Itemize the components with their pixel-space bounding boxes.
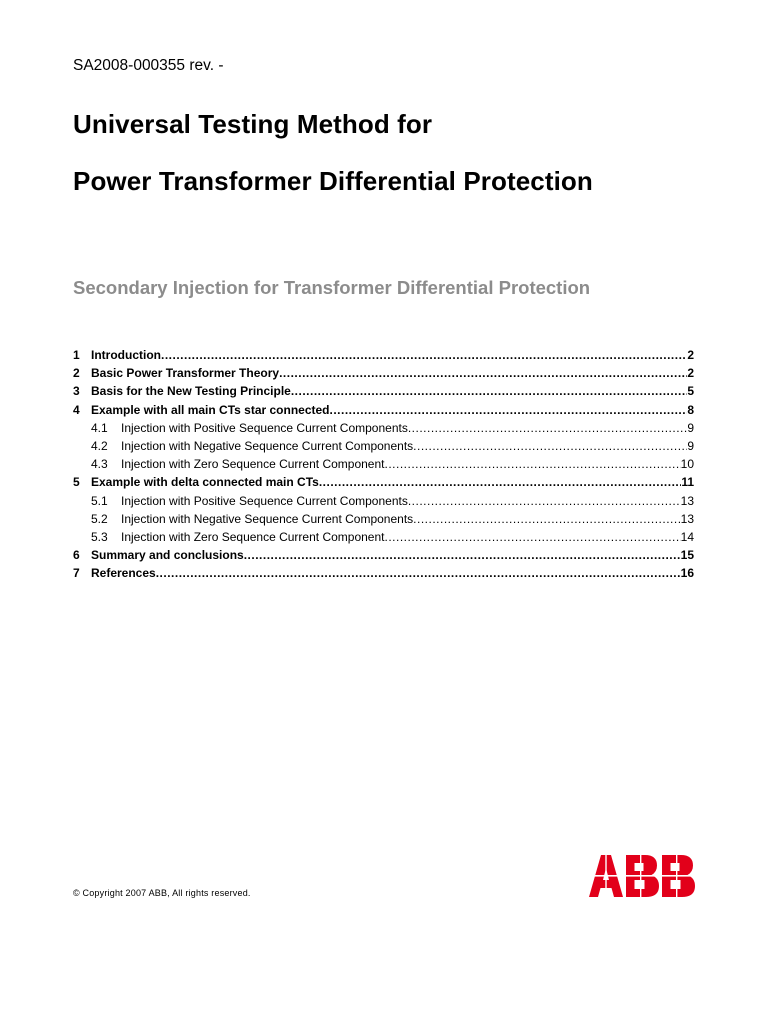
toc-entry-number: 4.2	[91, 438, 108, 453]
toc-entry-number: 7	[73, 566, 80, 581]
toc-entry-number: 3	[73, 384, 80, 399]
title-line-1: Universal Testing Method for	[73, 109, 433, 139]
toc-entry[interactable]	[73, 403, 694, 421]
toc-entry[interactable]	[73, 512, 694, 530]
subtitle: Secondary Injection for Transformer Differential Protection	[73, 277, 591, 298]
toc-entry[interactable]	[73, 494, 694, 512]
toc-dot-leader	[319, 475, 681, 489]
toc-entry-number: 6	[73, 548, 80, 563]
toc-entry-number: 5.1	[91, 493, 108, 508]
toc-entry-number: 4	[73, 402, 80, 417]
toc-dot-leader	[161, 348, 687, 362]
abb-logo	[589, 855, 696, 897]
toc-entry-page: 9	[687, 438, 694, 453]
toc-entry-page: 5	[687, 384, 694, 399]
toc-entry[interactable]	[73, 366, 694, 384]
toc-entry-page: 11	[681, 475, 694, 490]
toc-entry-title: Injection with Positive Sequence Current Components	[121, 493, 408, 508]
toc-dot-leader	[244, 548, 681, 562]
toc-entry-number: 4.1	[91, 420, 108, 435]
toc-dot-leader	[291, 384, 687, 398]
toc-entry[interactable]	[73, 384, 694, 402]
toc-entry[interactable]	[73, 457, 694, 475]
toc-entry-page: 14	[680, 529, 694, 544]
toc-entry-number: 4.3	[91, 457, 108, 472]
title-line-2: Power Transformer Differential Protection	[73, 166, 593, 196]
toc-entry-title: Injection with Negative Sequence Current Components	[121, 438, 414, 453]
toc-entry-page: 10	[680, 457, 694, 472]
toc-entry-page: 16	[680, 566, 694, 581]
toc-entry-title: Summary and conclusions	[91, 548, 244, 563]
toc-entry[interactable]	[73, 475, 694, 493]
toc-entry[interactable]	[73, 439, 694, 457]
toc-entry-title: Basis for the New Testing Principle	[91, 384, 291, 399]
toc-entry-number: 5.2	[91, 511, 108, 526]
copyright-notice: © Copyright 2007 ABB, All rights reserved.	[73, 888, 251, 898]
toc-dot-leader	[408, 421, 687, 435]
toc-entry-page: 13	[680, 493, 694, 508]
toc-dot-leader	[413, 512, 680, 526]
toc-entry-title: Example with all main CTs star connected	[91, 402, 330, 417]
toc-entry[interactable]	[73, 348, 694, 366]
toc-entry-page: 2	[687, 348, 694, 362]
toc-entry-title: Injection with Positive Sequence Current Components	[121, 420, 408, 435]
toc-dot-leader	[156, 566, 681, 580]
toc-entry[interactable]	[73, 421, 694, 439]
toc-dot-leader	[279, 366, 687, 380]
toc-entry-title: Injection with Negative Sequence Current Components	[121, 511, 414, 526]
toc-entry-title: Injection with Zero Sequence Current Component	[121, 529, 385, 544]
toc-entry-page: 8	[687, 402, 694, 417]
toc-entry[interactable]	[73, 566, 694, 584]
toc-entry-title: References	[91, 566, 156, 581]
toc-entry-number: 1	[73, 348, 80, 362]
toc-entry-page: 9	[687, 420, 694, 435]
toc-entry-title: Example with delta connected main CTs	[91, 475, 319, 490]
toc-entry-number: 5.3	[91, 529, 108, 544]
toc-entry-page: 13	[680, 511, 694, 526]
toc-entry-page: 2	[687, 366, 694, 381]
toc-entry-number: 5	[73, 475, 80, 490]
table-of-contents	[73, 348, 694, 584]
toc-entry-number: 2	[73, 366, 80, 381]
toc-entry-title: Introduction	[91, 348, 161, 362]
toc-dot-leader	[384, 457, 680, 471]
toc-entry-title: Basic Power Transformer Theory	[91, 366, 280, 381]
toc-dot-leader	[330, 403, 688, 417]
toc-entry[interactable]	[73, 530, 694, 548]
toc-entry[interactable]	[73, 548, 694, 566]
toc-dot-leader	[408, 494, 681, 508]
document-number: SA2008-000355 rev. -	[73, 57, 224, 74]
toc-entry-title: Injection with Zero Sequence Current Component	[121, 457, 385, 472]
toc-dot-leader	[413, 439, 687, 453]
toc-entry-page: 15	[680, 548, 694, 563]
toc-dot-leader	[384, 530, 680, 544]
